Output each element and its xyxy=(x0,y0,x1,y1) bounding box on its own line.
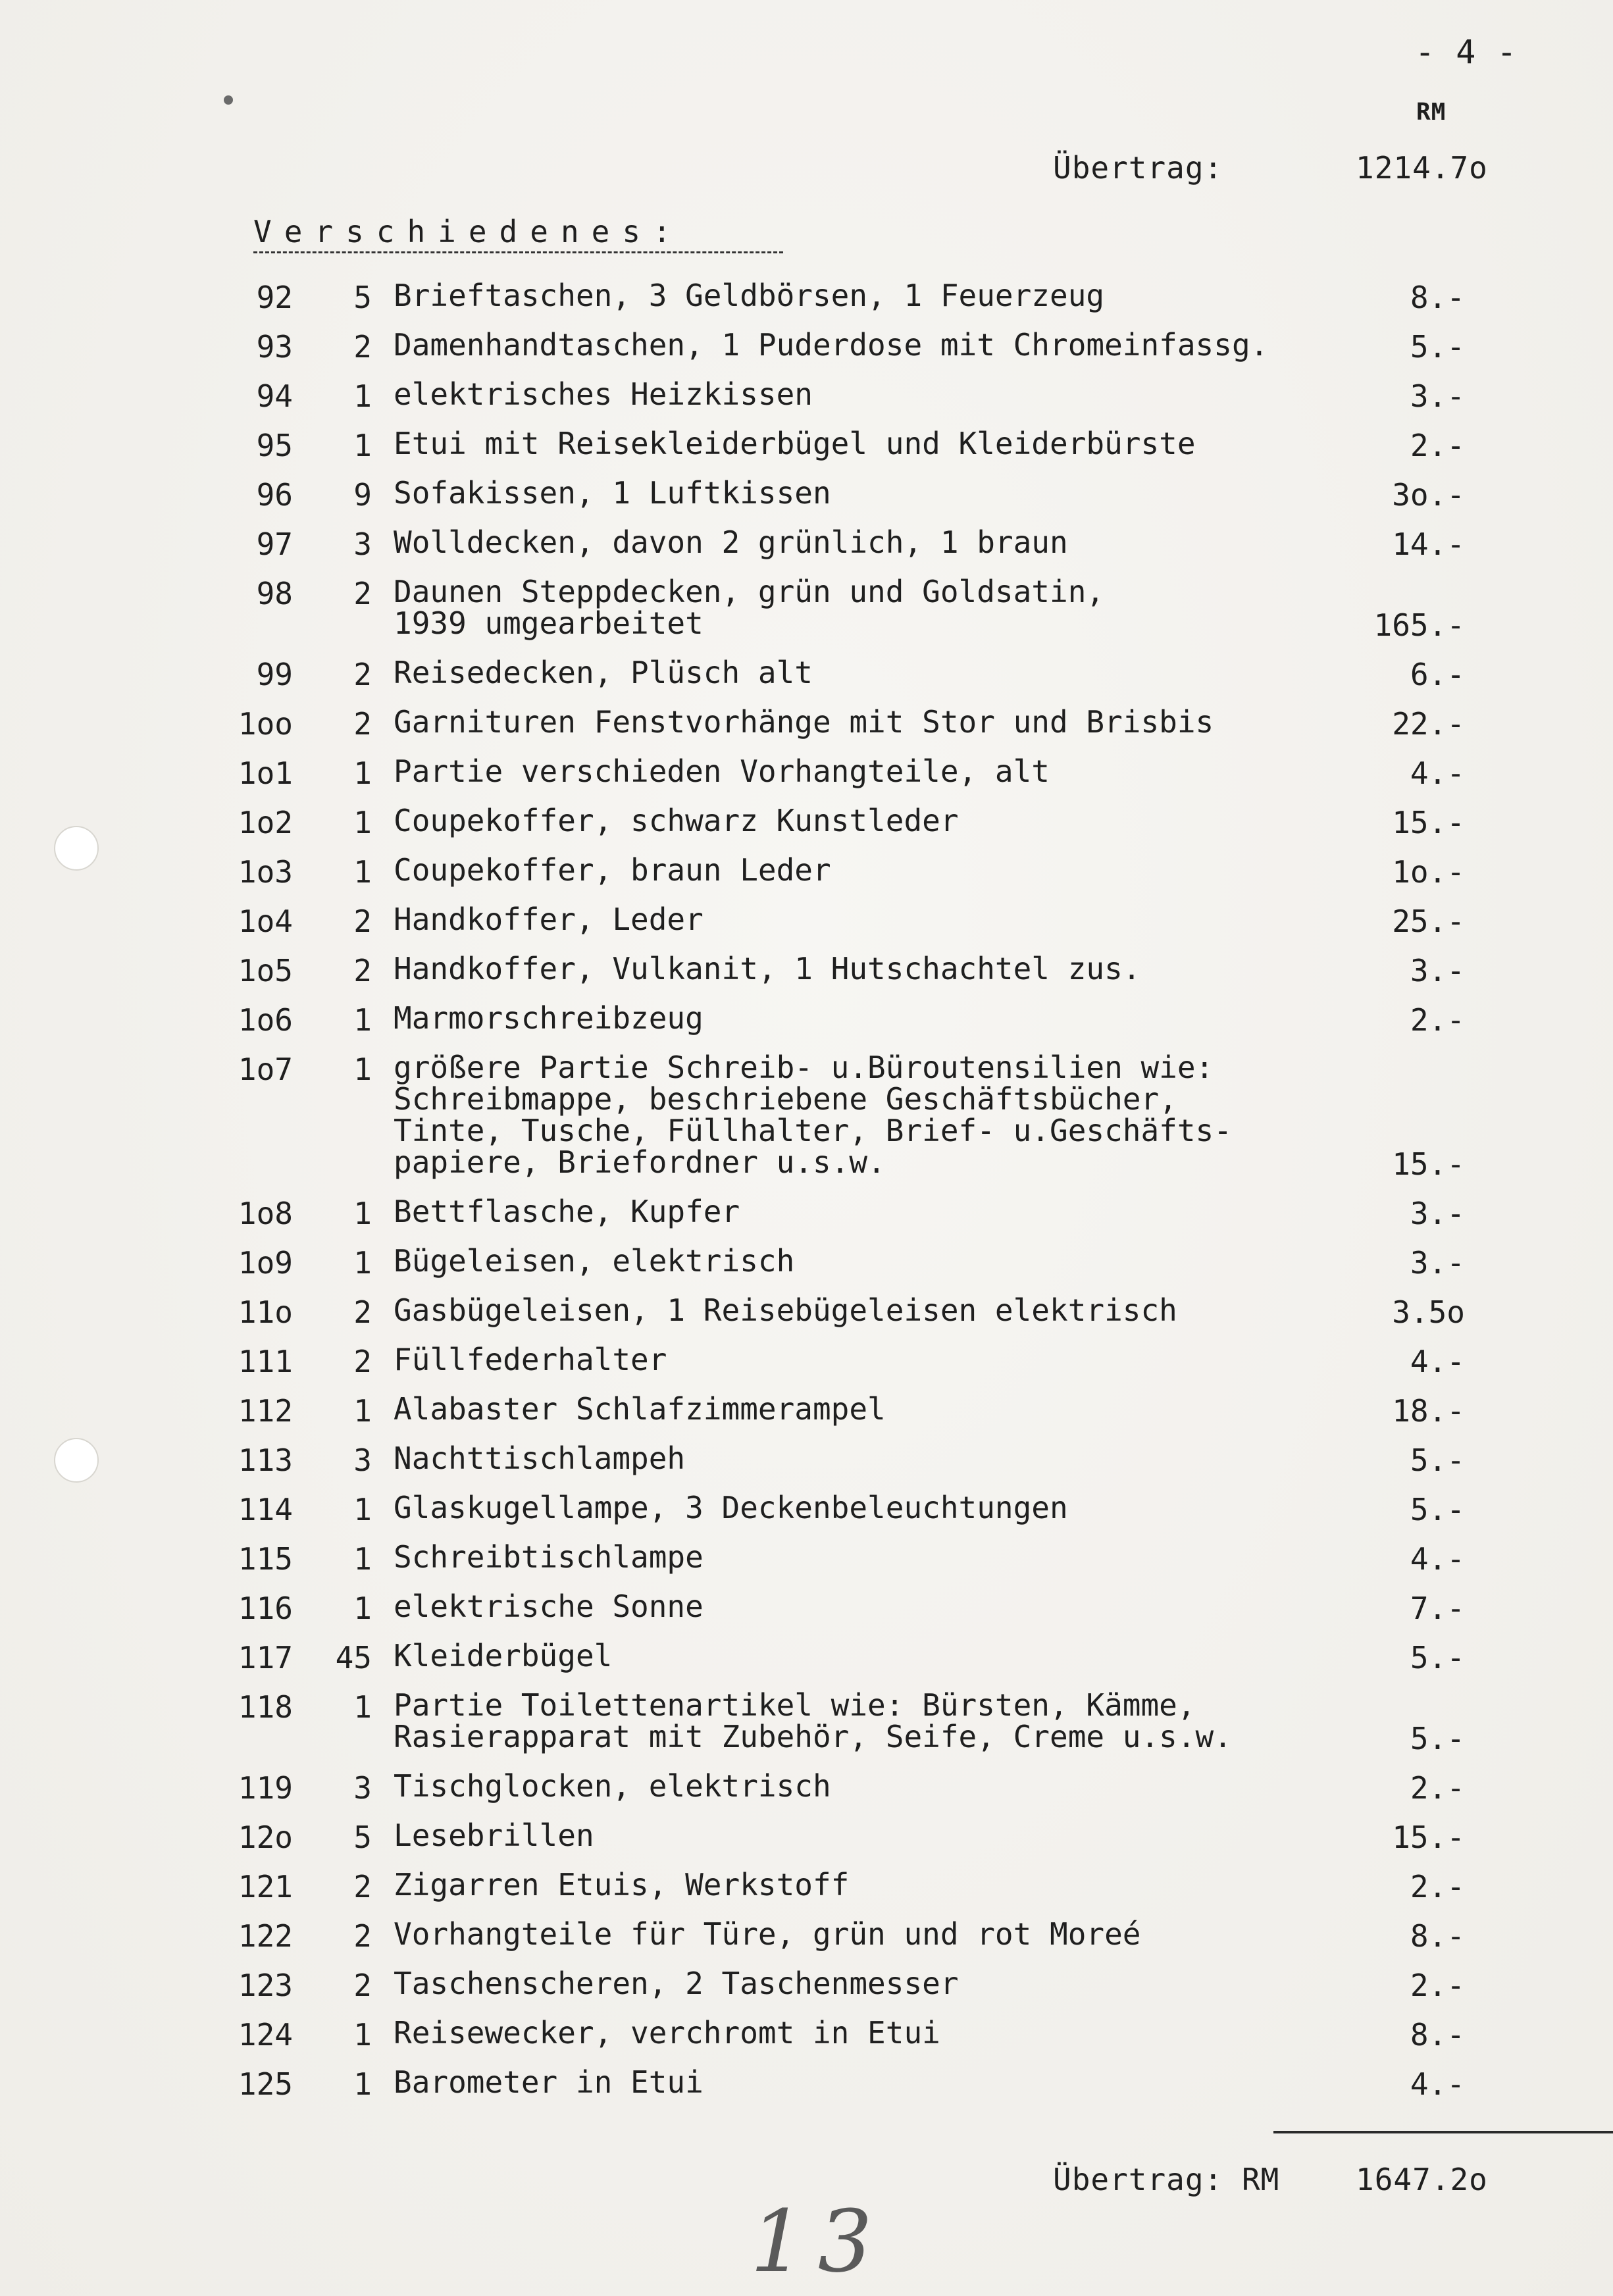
handwritten-page-mark: 13 xyxy=(750,2191,886,2291)
item-number: 1o7 xyxy=(238,1052,293,1087)
item-price: 3o.- xyxy=(1392,477,1465,513)
item-number: 119 xyxy=(238,1770,293,1806)
item-description: Partie verschieden Vorhangteile, alt xyxy=(394,753,1050,789)
item-description: Wolldecken, davon 2 grünlich, 1 braun xyxy=(394,524,1068,560)
item-description: Kleiderbügel xyxy=(394,1638,613,1673)
item-price: 3.5o xyxy=(1392,1294,1465,1330)
item-description: Lesebrillen xyxy=(394,1818,594,1853)
item-number: 1o3 xyxy=(238,854,293,890)
list-item xyxy=(0,1539,1613,1577)
item-description: Bügeleisen, elektrisch xyxy=(394,1243,795,1279)
item-quantity: 1 xyxy=(353,1002,372,1038)
item-price: 8.- xyxy=(1410,2017,1465,2053)
item-quantity: 1 xyxy=(353,755,372,791)
item-description: Nachttischlampeh xyxy=(394,1441,686,1476)
item-price: 4.- xyxy=(1410,755,1465,791)
item-quantity: 2 xyxy=(353,706,372,742)
item-price: 25.- xyxy=(1392,904,1465,939)
item-number: 118 xyxy=(238,1689,293,1725)
item-quantity: 2 xyxy=(353,1869,372,1904)
list-item xyxy=(0,1194,1613,1231)
item-description: Zigarren Etuis, Werkstoff xyxy=(394,1867,850,1902)
item-price: 2.- xyxy=(1410,1869,1465,1904)
ink-speck xyxy=(224,95,233,105)
item-number: 115 xyxy=(238,1541,293,1577)
section-underline xyxy=(253,251,783,253)
item-price: 8.- xyxy=(1410,280,1465,315)
item-price: 4.- xyxy=(1410,2066,1465,2102)
item-quantity: 5 xyxy=(353,1820,372,1855)
item-price: 5.- xyxy=(1410,1442,1465,1478)
item-description: elektrische Sonne xyxy=(394,1589,704,1624)
list-item xyxy=(0,1867,1613,1904)
item-price: 18.- xyxy=(1392,1393,1465,1429)
carry-out-amount: 1647.2o xyxy=(1356,2162,1488,2197)
list-item xyxy=(0,524,1613,562)
item-description: Gasbügeleisen, 1 Reisebügeleisen elektrisch xyxy=(394,1292,1177,1328)
item-quantity: 1 xyxy=(353,1196,372,1231)
item-description: elektrisches Heizkissen xyxy=(394,376,813,412)
list-item xyxy=(0,753,1613,791)
item-price: 4.- xyxy=(1410,1344,1465,1379)
carry-out-label: Übertrag: RM xyxy=(1053,2162,1280,2197)
item-quantity: 1 xyxy=(353,1591,372,1626)
item-quantity: 2 xyxy=(353,657,372,692)
item-description: Coupekoffer, braun Leder xyxy=(394,852,831,888)
list-item xyxy=(0,278,1613,315)
list-item xyxy=(0,2015,1613,2053)
item-number: 96 xyxy=(256,477,293,513)
item-number: 92 xyxy=(256,280,293,315)
item-description: größere Partie Schreib- u.Büroutensilien wie: Schreibmappe, beschriebene Geschäftsbücher, Tinte, Tusche, Füllhalter, Brief- u.Geschäfts- papiere, Briefordner u.s.w. xyxy=(394,1050,1232,1180)
item-number: 1oo xyxy=(238,706,293,742)
item-price: 3.- xyxy=(1410,953,1465,988)
item-number: 1o1 xyxy=(238,755,293,791)
item-description: Damenhandtaschen, 1 Puderdose mit Chromeinfassg. xyxy=(394,327,1269,363)
item-number: 111 xyxy=(238,1344,293,1379)
list-item xyxy=(0,704,1613,742)
item-number: 12o xyxy=(238,1820,293,1855)
item-description: Marmorschreibzeug xyxy=(394,1000,704,1036)
item-number: 93 xyxy=(256,329,293,365)
list-item xyxy=(0,376,1613,414)
list-item xyxy=(0,803,1613,840)
item-price: 6.- xyxy=(1410,657,1465,692)
item-quantity: 2 xyxy=(353,329,372,365)
item-description: Vorhangteile für Türe, grün und rot Moreé xyxy=(394,1916,1141,1952)
item-price: 22.- xyxy=(1392,706,1465,742)
item-number: 122 xyxy=(238,1918,293,1954)
item-quantity: 1 xyxy=(353,1245,372,1281)
item-number: 114 xyxy=(238,1492,293,1527)
item-quantity: 1 xyxy=(353,428,372,463)
item-quantity: 2 xyxy=(353,576,372,611)
list-item xyxy=(0,1818,1613,1855)
item-description: Reisedecken, Plüsch alt xyxy=(394,655,813,690)
item-quantity: 1 xyxy=(353,1492,372,1527)
list-item xyxy=(0,1243,1613,1281)
item-price: 2.- xyxy=(1410,1968,1465,2003)
item-quantity: 9 xyxy=(353,477,372,513)
item-description: Coupekoffer, schwarz Kunstleder xyxy=(394,803,959,838)
item-description: Taschenscheren, 2 Taschenmesser xyxy=(394,1966,959,2001)
list-item xyxy=(0,1490,1613,1527)
item-description: Barometer in Etui xyxy=(394,2064,704,2100)
item-description: Handkoffer, Leder xyxy=(394,902,704,937)
item-price: 8.- xyxy=(1410,1918,1465,1954)
item-description: Partie Toilettenartikel wie: Bürsten, Kämme, Rasierapparat mit Zubehör, Seife, Creme u.s.w. xyxy=(394,1687,1232,1754)
item-description: Daunen Steppdecken, grün und Goldsatin, 1939 umgearbeitet xyxy=(394,574,1105,641)
item-description: Sofakissen, 1 Luftkissen xyxy=(394,475,831,511)
item-number: 1o5 xyxy=(238,953,293,988)
item-price: 5.- xyxy=(1410,1721,1465,1756)
item-description: Reisewecker, verchromt in Etui xyxy=(394,2015,940,2051)
list-item xyxy=(0,1000,1613,1038)
list-item xyxy=(0,1589,1613,1626)
item-number: 1o4 xyxy=(238,904,293,939)
item-number: 1o8 xyxy=(238,1196,293,1231)
list-item xyxy=(0,1050,1613,1182)
item-price: 15.- xyxy=(1392,1820,1465,1855)
item-description: Glaskugellampe, 3 Deckenbeleuchtungen xyxy=(394,1490,1068,1525)
currency-symbol: RM xyxy=(1416,99,1447,126)
item-quantity: 1 xyxy=(353,805,372,840)
item-number: 124 xyxy=(238,2017,293,2053)
item-price: 2.- xyxy=(1410,1770,1465,1806)
item-description: Handkoffer, Vulkanit, 1 Hutschachtel zus. xyxy=(394,951,1141,986)
item-price: 3.- xyxy=(1410,1245,1465,1281)
item-quantity: 3 xyxy=(353,526,372,562)
item-quantity: 2 xyxy=(353,953,372,988)
item-quantity: 5 xyxy=(353,280,372,315)
item-price: 15.- xyxy=(1392,805,1465,840)
item-quantity: 2 xyxy=(353,1918,372,1954)
item-description: Alabaster Schlafzimmerampel xyxy=(394,1391,886,1427)
list-item xyxy=(0,1768,1613,1806)
item-description: Tischglocken, elektrisch xyxy=(394,1768,831,1804)
list-item xyxy=(0,426,1613,463)
list-item xyxy=(0,1687,1613,1756)
item-quantity: 3 xyxy=(353,1442,372,1478)
list-item xyxy=(0,1441,1613,1478)
item-description: Füllfederhalter xyxy=(394,1342,667,1377)
item-quantity: 45 xyxy=(335,1640,372,1675)
page-number: - 4 - xyxy=(1415,33,1518,71)
item-price: 2.- xyxy=(1410,428,1465,463)
carry-in-amount: 1214.7o xyxy=(1356,150,1488,186)
item-number: 97 xyxy=(256,526,293,562)
item-price: 14.- xyxy=(1392,526,1465,562)
list-item xyxy=(0,1342,1613,1379)
item-price: 2.- xyxy=(1410,1002,1465,1038)
item-description: Garnituren Fenstvorhänge mit Stor und Brisbis xyxy=(394,704,1214,740)
list-item xyxy=(0,1391,1613,1429)
item-quantity: 1 xyxy=(353,2017,372,2053)
item-quantity: 1 xyxy=(353,2066,372,2102)
item-price: 165.- xyxy=(1373,607,1465,643)
item-quantity: 1 xyxy=(353,1541,372,1577)
list-item xyxy=(0,951,1613,988)
list-item xyxy=(0,327,1613,365)
item-quantity: 2 xyxy=(353,904,372,939)
item-price: 5.- xyxy=(1410,1492,1465,1527)
item-price: 1o.- xyxy=(1392,854,1465,890)
item-quantity: 1 xyxy=(353,1393,372,1429)
item-price: 3.- xyxy=(1410,378,1465,414)
item-number: 1o6 xyxy=(238,1002,293,1038)
item-number: 125 xyxy=(238,2066,293,2102)
item-price: 7.- xyxy=(1410,1591,1465,1626)
total-rule xyxy=(1273,2131,1613,2133)
item-number: 99 xyxy=(256,657,293,692)
list-item xyxy=(0,475,1613,513)
item-quantity: 1 xyxy=(353,1052,372,1087)
item-price: 5.- xyxy=(1410,1640,1465,1675)
item-number: 1o2 xyxy=(238,805,293,840)
item-description: Schreibtischlampe xyxy=(394,1539,704,1575)
list-item xyxy=(0,574,1613,643)
item-number: 116 xyxy=(238,1591,293,1626)
section-title: Verschiedenes: xyxy=(253,214,684,249)
item-price: 5.- xyxy=(1410,329,1465,365)
item-description: Bettflasche, Kupfer xyxy=(394,1194,740,1229)
item-price: 15.- xyxy=(1392,1146,1465,1182)
item-quantity: 2 xyxy=(353,1294,372,1330)
list-item xyxy=(0,1638,1613,1675)
list-item xyxy=(0,852,1613,890)
item-number: 112 xyxy=(238,1393,293,1429)
item-description: Etui mit Reisekleiderbügel und Kleiderbürste xyxy=(394,426,1196,461)
list-item xyxy=(0,1916,1613,1954)
item-number: 94 xyxy=(256,378,293,414)
item-number: 123 xyxy=(238,1968,293,2003)
list-item xyxy=(0,2064,1613,2102)
item-number: 113 xyxy=(238,1442,293,1478)
item-price: 4.- xyxy=(1410,1541,1465,1577)
item-quantity: 2 xyxy=(353,1344,372,1379)
list-item xyxy=(0,902,1613,939)
item-number: 117 xyxy=(238,1640,293,1675)
item-quantity: 1 xyxy=(353,854,372,890)
list-item xyxy=(0,1966,1613,2003)
item-quantity: 1 xyxy=(353,1689,372,1725)
item-number: 121 xyxy=(238,1869,293,1904)
carry-in-label: Übertrag: xyxy=(1053,150,1223,186)
item-number: 1o9 xyxy=(238,1245,293,1281)
item-price: 3.- xyxy=(1410,1196,1465,1231)
list-item xyxy=(0,655,1613,692)
item-number: 11o xyxy=(238,1294,293,1330)
item-description: Brieftaschen, 3 Geldbörsen, 1 Feuerzeug xyxy=(394,278,1105,313)
item-quantity: 2 xyxy=(353,1968,372,2003)
list-item xyxy=(0,1292,1613,1330)
item-quantity: 3 xyxy=(353,1770,372,1806)
item-number: 95 xyxy=(256,428,293,463)
item-quantity: 1 xyxy=(353,378,372,414)
item-number: 98 xyxy=(256,576,293,611)
